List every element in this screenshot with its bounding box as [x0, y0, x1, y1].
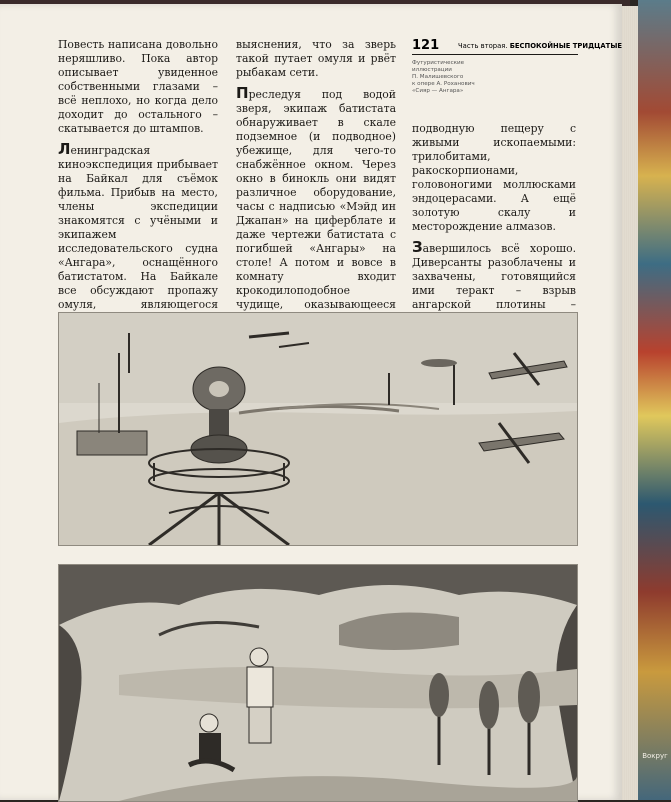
caption-line: «Сияр — Ангара»: [412, 88, 464, 94]
caption-line: Футуристические: [412, 60, 465, 66]
paragraph: подводную пещеру с живыми ископаемыми: трилобитами, ракоскорпионами, головоногими моллюсками эндоцерасами. А ещё золотую скалу и месторождение алмазов.: [412, 122, 576, 233]
illustration-underground-lake: [58, 564, 578, 802]
illustration-futuristic-tower: [58, 312, 578, 546]
illustration-caption: [412, 60, 482, 95]
caption-line: к опере А. Роханович: [412, 81, 475, 87]
drop-cap: З: [412, 238, 423, 256]
paragraph-text: реследуя под водой зверя, экипаж батистата обнаруживает в скале подземное (и подводное) убежище, для чего-то снабжённое окном. Через окно в бинокль они видят различное оборудование, часы с надписью «Мэйд ин Джапан» на циферблате и даже чертежи батистата с погибшей «Ангары» на столе! А потом и вовсе в комнату входит крокодилоподобное чудище, оказывающееся: [236, 88, 396, 311]
lake-drawing: [59, 565, 577, 801]
paragraph: выяснения, что за зверь такой путает омуля и рвёт рыбакам сети.: [236, 38, 396, 79]
drop-cap: П: [236, 84, 249, 102]
section-label: Часть вторая.: [458, 42, 508, 50]
caption-line: иллюстрации: [412, 67, 452, 73]
running-head: [412, 38, 623, 55]
section-title: [458, 42, 622, 50]
drop-cap: Л: [58, 140, 71, 158]
page-stack: [622, 6, 638, 800]
caption-line: П. Малишевского: [412, 74, 464, 80]
cover-label: Вокруг: [642, 752, 668, 760]
page-number: 121: [412, 38, 440, 53]
magazine-covers-strip: [638, 0, 671, 800]
paragraph-text: енинградская киноэкспедиция прибывает на Байкал для съёмок фильма. Прибыв на место, члены экспедиции знакомятся с учёными и экипажем исследовательского судна «Ангара», оснащённого батистатом. На Байкале все обсуждают пропажу омуля, являющегося: [58, 144, 218, 311]
paragraph: Повесть написана довольно неряшливо. Пока автор описывает увиденное собственными глазами – всё неплохо, но когда дело доходит до остального – скатывается до штампов.: [58, 38, 218, 135]
tower-drawing: [59, 313, 577, 545]
paragraph-text: авершилось всё хорошо. Диверсанты разоблачены и захвачены, готовящийся ими теракт – взрыв ангарской плотины –: [412, 242, 576, 311]
section-name: БЕСПОКОЙНЫЕ ТРИДЦАТЫЕ: [509, 42, 623, 50]
